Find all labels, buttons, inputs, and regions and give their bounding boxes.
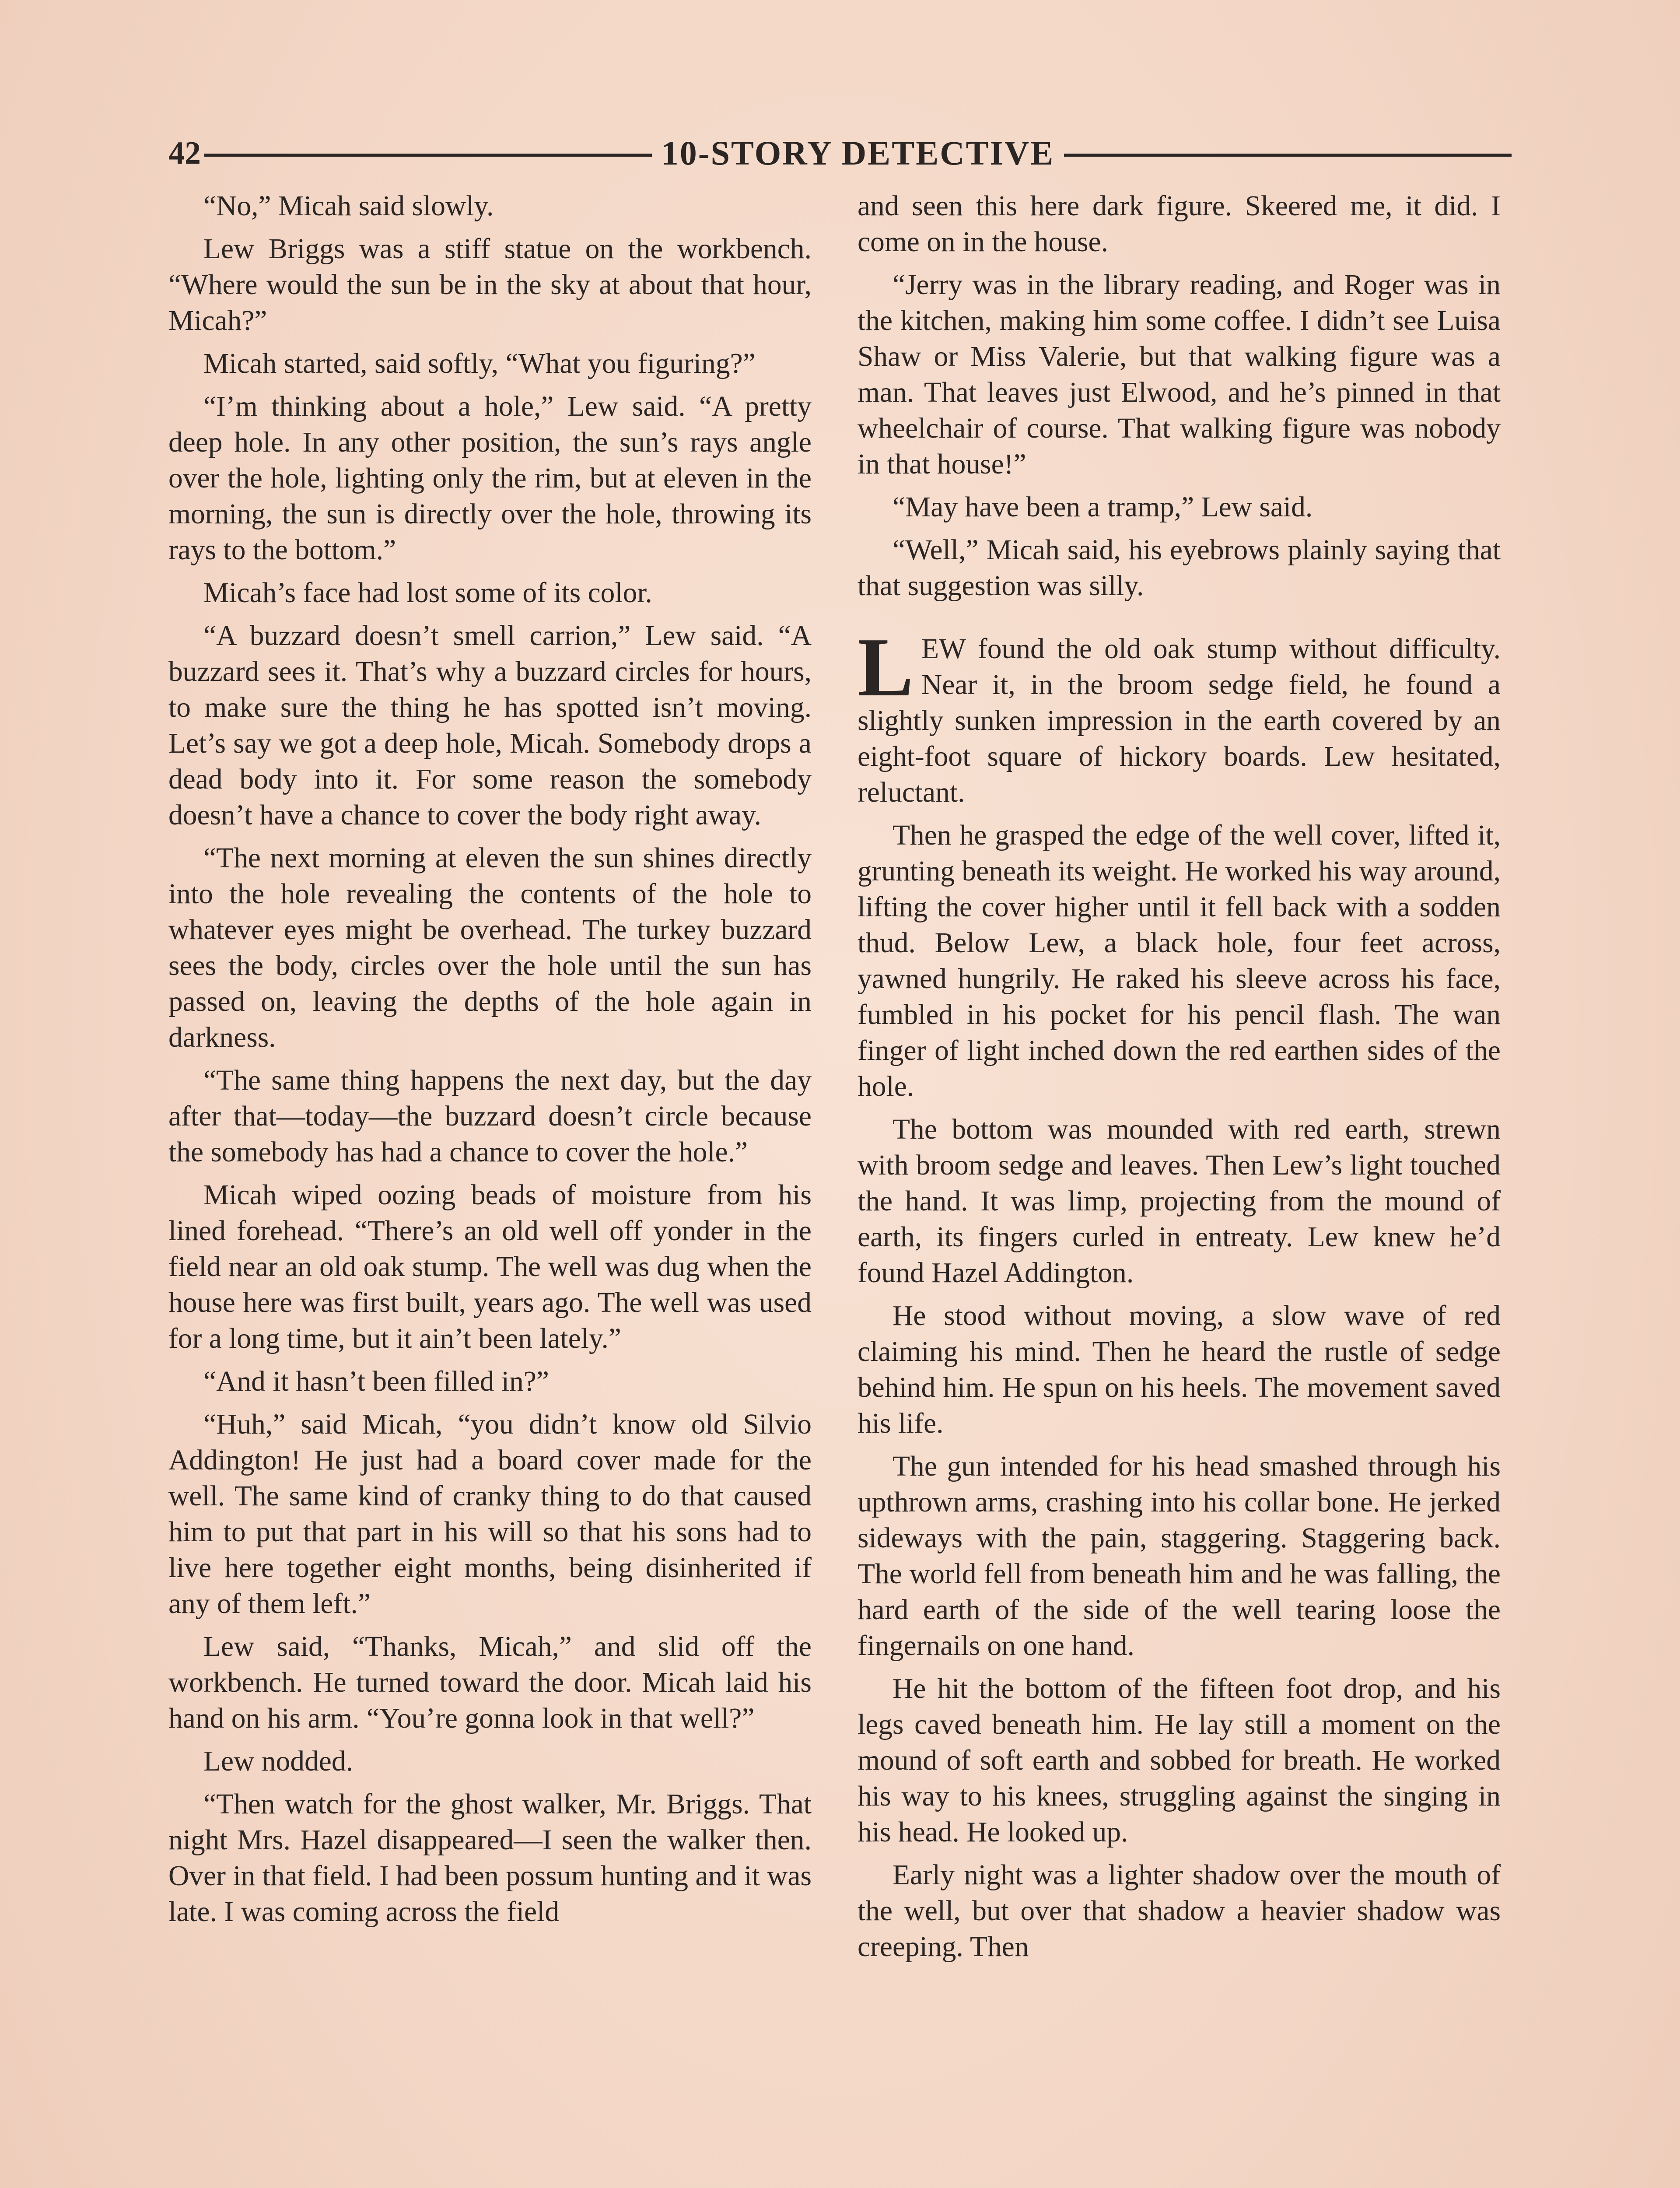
paragraph: Then he grasped the edge of the well cover, lifted it, grunting beneath its weight. He worked his way around, lifting the cover higher until it fell back with a sodden thud. Below Lew, a black hole, four feet across, yawned hungrily. He raked his sleeve across his face, fumbled in his pocket for his pencil flash. The wan finger of light inched down the red earthen sides of the hole. xyxy=(858,820,1501,1102)
page-header xyxy=(168,127,1512,179)
paragraph: The bottom was mounded with red earth, strewn with broom sedge and leaves. Then Lew’s light touched the hand. It was limp, projecting from the mound of earth, its fingers curled in entreaty. Lew knew he’d found Hazel Addington. xyxy=(858,1114,1501,1289)
section-opening-text: EW found the old oak stump without difficulty. Near it, in the broom sedge field, he found a slightly sunken impression in the earth covered by an eight-foot square of hickory boards. Lew hesitated, reluctant. xyxy=(858,633,1501,808)
paragraph: “And it hasn’t been filled in?” xyxy=(203,1366,549,1397)
paragraph-continuation: and seen this here dark figure. Skeered me, it did. I come on in the house. xyxy=(858,190,1501,258)
paragraph: “May have been a tramp,” Lew said. xyxy=(892,491,1313,523)
paragraph: “Jerry was in the library reading, and Roger was in the kitchen, making him some coffee. I didn’t see Luisa Shaw or Miss Valerie, but that walking figure was a man. That leaves just Elwood, and he’s pinned in that wheelchair of course. That walking figure was nobody in that house!” xyxy=(858,269,1501,480)
left-column xyxy=(168,188,812,2188)
paragraph: Early night was a lighter shadow over the mouth of the well, but over that shadow a heavier shadow was creeping. Then xyxy=(858,1859,1501,1963)
page-number: 42 xyxy=(168,135,201,171)
right-column xyxy=(858,188,1501,2188)
paragraph: Micah wiped oozing beads of moisture from his lined forehead. “There’s an old well off yonder in the field near an old oak stump. The well was dug when the house here was first built, years ago. The well was used for a long time, but it ain’t been lately.” xyxy=(168,1179,812,1354)
paragraph: Micah started, said softly, “What you figuring?” xyxy=(203,348,756,379)
paragraph: “The same thing happens the next day, but the day after that—today—the buzzard doesn’t circle because the somebody has had a chance to cover the hole.” xyxy=(168,1065,812,1168)
paragraph: “A buzzard doesn’t smell carrion,” Lew said. “A buzzard sees it. That’s why a buzzard circles for hours, to make sure the thing he has spotted isn’t moving. Let’s say we got a deep hole, Micah. Somebody drops a dead body into it. For some reason the somebody doesn’t have a chance to cover the body right away. xyxy=(168,620,812,831)
paragraph: “No,” Micah said slowly. xyxy=(203,190,494,222)
paragraph: “The next morning at eleven the sun shines directly into the hole revealing the contents of the hole to whatever eyes might be overhead. The turkey buzzard sees the body, circles over the hole until the sun has passed on, leaving the depths of the hole again in darkness. xyxy=(168,842,812,1053)
header-rule-left xyxy=(204,154,652,157)
paragraph: The gun intended for his head smashed through his upthrown arms, crashing into his collar bone. He jerked sideways with the pain, staggering. Staggering back. The world fell from beneath him and he was falling, the hard earth of the side of the well tearing loose the fingernails on one hand. xyxy=(858,1451,1501,1662)
paragraph: “Huh,” said Micah, “you didn’t know old Silvio Addington! He just had a board cover made for the well. The same kind of cranky thing to do that caused him to put that part in his will so that his sons had to live here together eight months, being disinherited if any of them left.” xyxy=(168,1409,812,1620)
section-opening-paragraph xyxy=(858,621,1501,810)
paragraph: Micah’s face had lost some of its color. xyxy=(203,577,652,609)
header-rule-right xyxy=(1064,154,1512,157)
paragraph: Lew said, “Thanks, Micah,” and slid off the workbench. He turned toward the door. Micah laid his hand on his arm. “You’re gonna look in that well?” xyxy=(168,1631,812,1734)
paragraph: He hit the bottom of the fifteen foot drop, and his legs caved beneath him. He lay still a moment on the mound of soft earth and sobbed for breath. He worked his way to his knees, struggling against the singing in his head. He looked up. xyxy=(858,1673,1501,1848)
paragraph: Lew nodded. xyxy=(203,1746,353,1777)
paragraph: “I’m thinking about a hole,” Lew said. “A pretty deep hole. In any other position, the sun’s rays angle over the hole, lighting only the rim, but at eleven in the morning, the sun is directly over the hole, throwing its rays to the bottom.” xyxy=(168,391,812,566)
paragraph: Lew Briggs was a stiff statue on the workbench. “Where would the sun be in the sky at about that hour, Micah?” xyxy=(168,233,812,337)
paragraph: “Then watch for the ghost walker, Mr. Briggs. That night Mrs. Hazel disappeared—I seen the walker then. Over in that field. I had been possum hunting and it was late. I was coming across the field xyxy=(168,1788,812,1928)
paragraph: He stood without moving, a slow wave of red claiming his mind. Then he heard the rustle of sedge behind him. He spun on his heels. The movement saved his life. xyxy=(858,1300,1501,1439)
drop-cap: L xyxy=(858,621,914,714)
paragraph: “Well,” Micah said, his eyebrows plainly saying that that suggestion was silly. xyxy=(858,534,1501,602)
magazine-title: 10-STORY DETECTIVE xyxy=(661,134,1055,172)
